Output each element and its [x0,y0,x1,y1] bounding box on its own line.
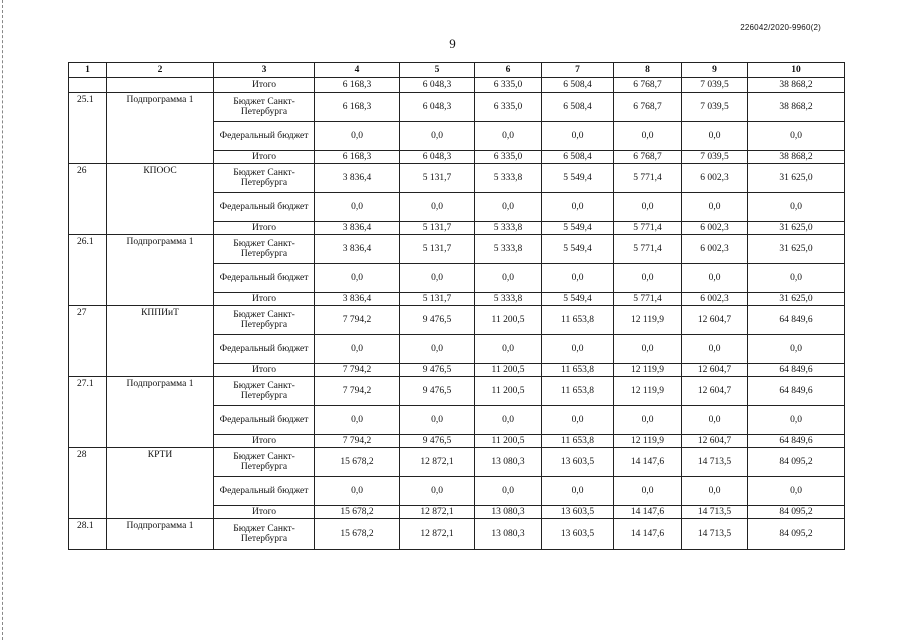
value-cell: 13 603,5 [542,506,614,519]
value-cell: 0,0 [614,335,682,364]
row-number-cell: 28 [69,448,107,519]
value-cell: 64 849,6 [748,435,845,448]
value-cell: 84 095,2 [748,519,845,550]
column-header: 2 [107,63,214,78]
page-number: 9 [449,36,456,51]
value-cell: 12 604,7 [682,377,748,406]
value-cell: 0,0 [315,122,400,151]
value-cell: 5 333,8 [475,235,542,264]
value-cell: 9 476,5 [400,435,475,448]
value-cell: 6 335,0 [475,93,542,122]
value-cell: 0,0 [400,477,475,506]
funding-source-cell: Итого [214,222,315,235]
funding-source-cell: Итого [214,151,315,164]
table-header-row [69,63,845,78]
value-cell: 0,0 [748,406,845,435]
value-cell: 0,0 [542,335,614,364]
value-cell: 0,0 [682,193,748,222]
value-cell: 6 168,3 [315,93,400,122]
column-header: 6 [475,63,542,78]
value-cell: 0,0 [614,264,682,293]
value-cell: 3 836,4 [315,222,400,235]
value-cell: 11 653,8 [542,435,614,448]
value-cell: 3 836,4 [315,235,400,264]
value-cell: 0,0 [475,264,542,293]
value-cell: 0,0 [748,193,845,222]
table-row [69,164,845,193]
value-cell: 5 131,7 [400,293,475,306]
value-cell: 6 048,3 [400,93,475,122]
value-cell: 6 508,4 [542,78,614,93]
value-cell: 6 508,4 [542,151,614,164]
value-cell: 15 678,2 [315,506,400,519]
value-cell: 31 625,0 [748,222,845,235]
value-cell: 13 603,5 [542,519,614,550]
value-cell: 64 849,6 [748,377,845,406]
value-cell: 0,0 [475,193,542,222]
value-cell: 0,0 [315,264,400,293]
value-cell: 7 039,5 [682,151,748,164]
document-id: 226042/2020-9960(2) [740,23,821,32]
value-cell: 14 713,5 [682,506,748,519]
value-cell: 15 678,2 [315,519,400,550]
value-cell: 7 794,2 [315,377,400,406]
value-cell: 0,0 [542,193,614,222]
value-cell: 31 625,0 [748,293,845,306]
value-cell: 5 131,7 [400,222,475,235]
value-cell: 0,0 [614,406,682,435]
funding-source-cell: Федеральный бюджет [214,122,315,151]
column-header: 8 [614,63,682,78]
program-name-cell [107,78,214,93]
funding-source-cell: Федеральный бюджет [214,193,315,222]
value-cell: 0,0 [614,193,682,222]
value-cell: 6 002,3 [682,293,748,306]
value-cell: 0,0 [542,406,614,435]
value-cell: 0,0 [542,264,614,293]
funding-source-cell: Итого [214,435,315,448]
value-cell: 11 200,5 [475,364,542,377]
row-number-cell [69,78,107,93]
row-number-cell: 26 [69,164,107,235]
funding-source-cell: Федеральный бюджет [214,477,315,506]
page-edge-scan-line [2,0,5,640]
value-cell: 0,0 [475,477,542,506]
value-cell: 0,0 [475,335,542,364]
value-cell: 12 119,9 [614,377,682,406]
value-cell: 12 604,7 [682,435,748,448]
value-cell: 6 048,3 [400,151,475,164]
program-name-cell: Подпрограмма 1 [107,235,214,306]
program-name-cell: КППИиТ [107,306,214,377]
value-cell: 7 039,5 [682,78,748,93]
value-cell: 11 200,5 [475,306,542,335]
value-cell: 5 549,4 [542,164,614,193]
value-cell: 5 333,8 [475,222,542,235]
funding-source-cell: Федеральный бюджет [214,264,315,293]
value-cell: 5 549,4 [542,293,614,306]
value-cell: 0,0 [748,122,845,151]
value-cell: 12 872,1 [400,448,475,477]
program-name-cell: Подпрограмма 1 [107,519,214,550]
value-cell: 5 333,8 [475,293,542,306]
column-header: 10 [748,63,845,78]
value-cell: 11 200,5 [475,377,542,406]
value-cell: 14 147,6 [614,519,682,550]
value-cell: 0,0 [400,122,475,151]
value-cell: 11 653,8 [542,364,614,377]
column-header: 3 [214,63,315,78]
value-cell: 0,0 [542,122,614,151]
value-cell: 6 335,0 [475,78,542,93]
value-cell: 0,0 [682,406,748,435]
value-cell: 5 333,8 [475,164,542,193]
value-cell: 15 678,2 [315,448,400,477]
value-cell: 14 147,6 [614,448,682,477]
value-cell: 38 868,2 [748,93,845,122]
value-cell: 64 849,6 [748,364,845,377]
table-body [69,63,845,550]
value-cell: 13 080,3 [475,519,542,550]
value-cell: 0,0 [315,477,400,506]
value-cell: 6 768,7 [614,93,682,122]
value-cell: 13 603,5 [542,448,614,477]
funding-source-cell: Федеральный бюджет [214,406,315,435]
value-cell: 7 039,5 [682,93,748,122]
value-cell: 12 604,7 [682,306,748,335]
funding-source-cell: Бюджет Санкт-Петербурга [214,377,315,406]
value-cell: 0,0 [748,264,845,293]
value-cell: 5 549,4 [542,222,614,235]
value-cell: 84 095,2 [748,506,845,519]
value-cell: 5 771,4 [614,222,682,235]
funding-source-cell: Бюджет Санкт-Петербурга [214,448,315,477]
value-cell: 12 119,9 [614,306,682,335]
value-cell: 5 131,7 [400,235,475,264]
value-cell: 11 200,5 [475,435,542,448]
value-cell: 6 508,4 [542,93,614,122]
value-cell: 9 476,5 [400,306,475,335]
value-cell: 6 002,3 [682,235,748,264]
value-cell: 6 168,3 [315,151,400,164]
value-cell: 11 653,8 [542,306,614,335]
table-row [69,519,845,550]
value-cell: 12 872,1 [400,519,475,550]
value-cell: 14 713,5 [682,519,748,550]
funding-source-cell: Бюджет Санкт-Петербурга [214,164,315,193]
column-header: 7 [542,63,614,78]
value-cell: 12 604,7 [682,364,748,377]
program-name-cell: Подпрограмма 1 [107,377,214,448]
value-cell: 6 048,3 [400,78,475,93]
column-header: 4 [315,63,400,78]
funding-source-cell: Бюджет Санкт-Петербурга [214,306,315,335]
value-cell: 0,0 [682,477,748,506]
value-cell: 0,0 [315,335,400,364]
value-cell: 12 119,9 [614,435,682,448]
value-cell: 12 119,9 [614,364,682,377]
table-row [69,78,845,93]
funding-source-cell: Бюджет Санкт-Петербурга [214,519,315,550]
value-cell: 13 080,3 [475,448,542,477]
value-cell: 0,0 [682,122,748,151]
value-cell: 38 868,2 [748,151,845,164]
row-number-cell: 27.1 [69,377,107,448]
funding-source-cell: Бюджет Санкт-Петербурга [214,235,315,264]
value-cell: 6 002,3 [682,222,748,235]
value-cell: 13 080,3 [475,506,542,519]
value-cell: 3 836,4 [315,293,400,306]
value-cell: 3 836,4 [315,164,400,193]
value-cell: 5 549,4 [542,235,614,264]
table-row [69,306,845,335]
value-cell: 6 768,7 [614,151,682,164]
row-number-cell: 28.1 [69,519,107,550]
value-cell: 5 771,4 [614,293,682,306]
program-name-cell: Подпрограмма 1 [107,93,214,164]
value-cell: 14 713,5 [682,448,748,477]
value-cell: 9 476,5 [400,377,475,406]
value-cell: 0,0 [475,406,542,435]
value-cell: 31 625,0 [748,164,845,193]
column-header: 1 [69,63,107,78]
value-cell: 0,0 [682,335,748,364]
value-cell: 6 002,3 [682,164,748,193]
row-number-cell: 26.1 [69,235,107,306]
value-cell: 14 147,6 [614,506,682,519]
funding-source-cell: Федеральный бюджет [214,335,315,364]
value-cell: 0,0 [400,335,475,364]
table-row [69,235,845,264]
funding-source-cell: Итого [214,293,315,306]
funding-source-cell: Итого [214,78,315,93]
value-cell: 0,0 [400,193,475,222]
value-cell: 0,0 [748,335,845,364]
value-cell: 64 849,6 [748,306,845,335]
value-cell: 0,0 [400,264,475,293]
value-cell: 6 768,7 [614,78,682,93]
value-cell: 9 476,5 [400,364,475,377]
value-cell: 0,0 [475,122,542,151]
value-cell: 12 872,1 [400,506,475,519]
table-row [69,448,845,477]
funding-source-cell: Итого [214,506,315,519]
budget-table [68,62,845,550]
value-cell: 0,0 [748,477,845,506]
value-cell: 38 868,2 [748,78,845,93]
funding-source-cell: Итого [214,364,315,377]
value-cell: 5 131,7 [400,164,475,193]
value-cell: 0,0 [315,193,400,222]
column-header: 9 [682,63,748,78]
funding-source-cell: Бюджет Санкт-Петербурга [214,93,315,122]
value-cell: 7 794,2 [315,435,400,448]
value-cell: 6 168,3 [315,78,400,93]
value-cell: 84 095,2 [748,448,845,477]
value-cell: 7 794,2 [315,364,400,377]
table-row [69,377,845,406]
value-cell: 5 771,4 [614,235,682,264]
value-cell: 7 794,2 [315,306,400,335]
value-cell: 6 335,0 [475,151,542,164]
value-cell: 31 625,0 [748,235,845,264]
column-header: 5 [400,63,475,78]
value-cell: 0,0 [542,477,614,506]
value-cell: 0,0 [614,477,682,506]
program-name-cell: КРТИ [107,448,214,519]
table-row [69,93,845,122]
value-cell: 0,0 [400,406,475,435]
value-cell: 5 771,4 [614,164,682,193]
value-cell: 0,0 [614,122,682,151]
value-cell: 11 653,8 [542,377,614,406]
program-name-cell: КПООС [107,164,214,235]
value-cell: 0,0 [682,264,748,293]
row-number-cell: 27 [69,306,107,377]
row-number-cell: 25.1 [69,93,107,164]
value-cell: 0,0 [315,406,400,435]
